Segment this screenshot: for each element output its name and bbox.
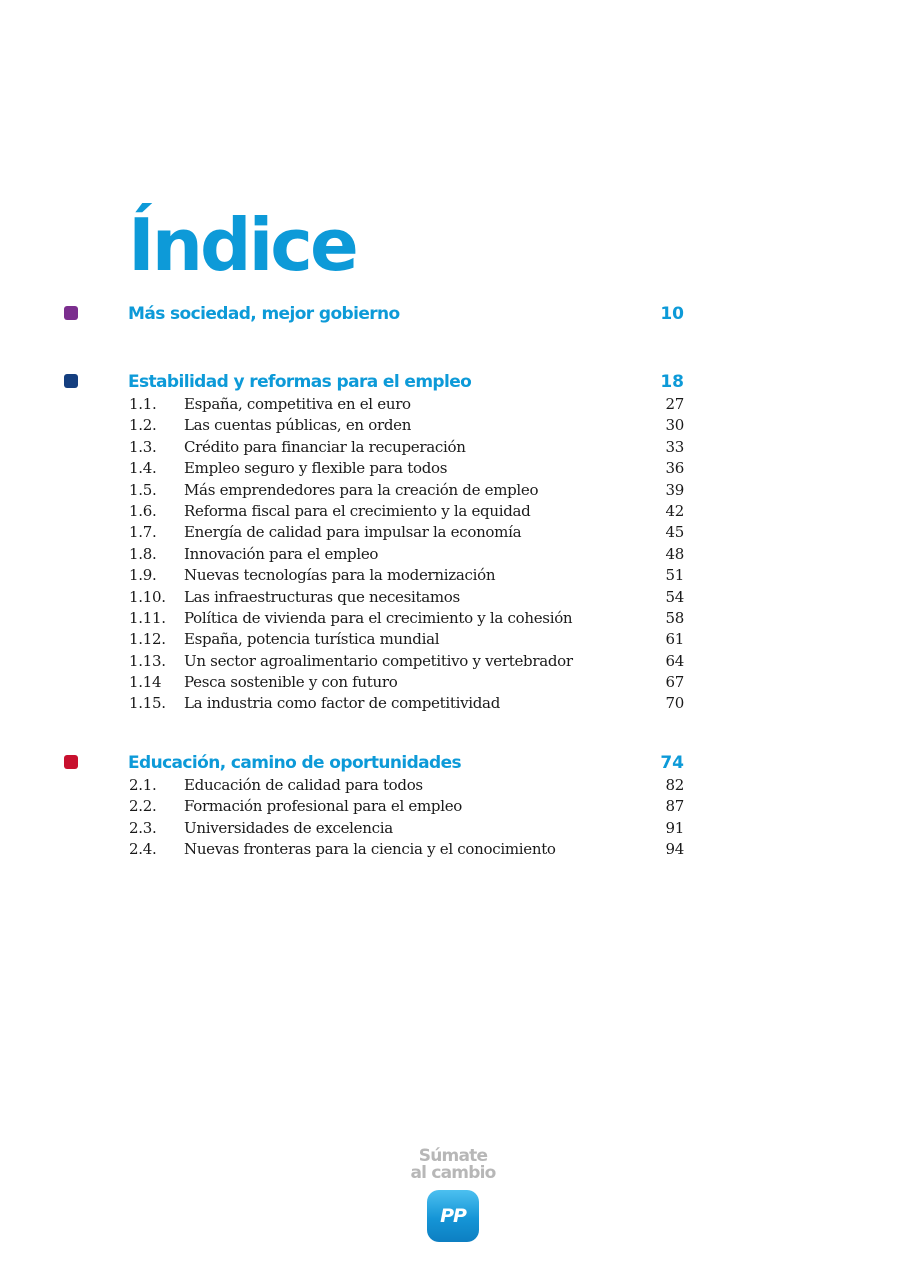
toc-entry-title: Energía de calidad para impulsar la economía: [184, 523, 522, 542]
toc-entry-number: 1.8.: [129, 544, 157, 563]
toc-entry-title: Las infraestructuras que necesitamos: [184, 587, 460, 606]
toc-entry-number: 2.4.: [129, 840, 157, 859]
section-bullet-icon: [64, 306, 78, 320]
toc-entry-page: 39: [665, 480, 684, 499]
toc-entry-number: 1.2.: [129, 416, 157, 435]
toc-entry[interactable]: [0, 608, 906, 629]
logo-slogan-line2: al cambio: [410, 1163, 496, 1183]
toc-entry-page: 82: [665, 776, 684, 794]
toc-entry[interactable]: [0, 629, 906, 650]
section-page-number: 74: [660, 753, 684, 773]
toc-entry-title: Innovación para el empleo: [184, 544, 379, 563]
toc-entry-page: 54: [665, 587, 684, 606]
toc-entry-title: Pesca sostenible y con futuro: [184, 673, 398, 692]
section-heading[interactable]: [0, 751, 906, 775]
toc-entry-number: 1.12.: [129, 630, 166, 649]
toc-entry-title: Un sector agroalimentario competitivo y vertebrador: [184, 651, 573, 670]
toc-entry-number: 1.14: [129, 673, 162, 692]
toc-entry[interactable]: [0, 394, 906, 415]
toc-entry-title: Nuevas fronteras para la ciencia y el conocimiento: [184, 840, 556, 859]
toc-entry-number: 2.3.: [129, 818, 157, 837]
toc-entry-page: 87: [665, 797, 684, 816]
toc-entry-number: 2.2.: [129, 797, 157, 816]
toc-entry-number: 1.13.: [129, 651, 166, 670]
toc-entry-number: 1.9.: [129, 566, 157, 585]
toc-entry-page: 91: [665, 818, 684, 837]
toc-entry-title: Política de vivienda para el crecimiento y la cohesión: [184, 608, 573, 627]
toc-entry-title: Las cuentas públicas, en orden: [184, 416, 412, 435]
toc-entry-number: 1.6.: [129, 501, 157, 520]
toc-entry-page: 48: [665, 544, 684, 563]
toc-entry[interactable]: [0, 415, 906, 436]
section-item-list: [0, 394, 906, 715]
toc-entry-number: 1.4.: [129, 459, 157, 478]
section-title: Más sociedad, mejor gobierno: [128, 304, 400, 324]
section-mas-sociedad: [0, 302, 906, 326]
section-heading[interactable]: [0, 302, 906, 326]
toc-entry-number: 1.3.: [129, 437, 157, 456]
toc-entry-number: 1.10.: [129, 587, 166, 606]
section-page-number: 10: [660, 304, 684, 324]
toc-entry-title: Reforma fiscal para el crecimiento y la equidad: [184, 501, 531, 520]
toc-entry[interactable]: [0, 501, 906, 522]
toc-entry-page: 70: [665, 694, 684, 713]
toc-entry[interactable]: [0, 693, 906, 714]
toc-entry[interactable]: [0, 818, 906, 839]
pp-logo-icon: [427, 1190, 479, 1242]
logo-slogan-line1: Súmate: [418, 1146, 488, 1166]
toc-entry-page: 67: [665, 673, 684, 692]
toc-entry-page: 94: [665, 840, 684, 859]
toc-entry-page: 36: [665, 459, 684, 478]
toc-entry-title: La industria como factor de competitividad: [184, 694, 500, 713]
logo-badge-text: PP: [440, 1205, 466, 1227]
section-title: Estabilidad y reformas para el empleo: [128, 372, 472, 392]
toc-entry[interactable]: [0, 839, 906, 860]
toc-entry-title: Más emprendedores para la creación de empleo: [184, 480, 539, 499]
toc-entry-page: 27: [665, 395, 684, 413]
toc-entry[interactable]: [0, 458, 906, 479]
toc-entry-page: 45: [665, 523, 684, 542]
toc-entry[interactable]: [0, 672, 906, 693]
section-estabilidad: [0, 370, 906, 715]
toc-entry-page: 58: [665, 608, 684, 627]
toc-entry[interactable]: [0, 796, 906, 817]
toc-entry-title: Nuevas tecnologías para la modernización: [184, 566, 496, 585]
toc-entry[interactable]: [0, 437, 906, 458]
toc-entry[interactable]: [0, 522, 906, 543]
section-page-number: 18: [660, 372, 684, 392]
section-bullet-icon: [64, 374, 78, 388]
toc-entry-title: España, potencia turística mundial: [184, 630, 440, 649]
toc-entry[interactable]: [0, 544, 906, 565]
section-item-list: [0, 775, 906, 861]
toc-entry[interactable]: [0, 651, 906, 672]
toc-entry-page: 33: [665, 437, 684, 456]
toc-entry[interactable]: [0, 587, 906, 608]
section-heading[interactable]: [0, 370, 906, 394]
toc-entry-title: Crédito para financiar la recuperación: [184, 437, 466, 456]
toc-entry-number: 1.1.: [129, 395, 157, 413]
toc-entry-page: 64: [665, 651, 684, 670]
toc-entry-title: Universidades de excelencia: [184, 818, 393, 837]
section-educacion: [0, 751, 906, 861]
toc-entry-number: 2.1.: [129, 776, 157, 794]
toc-entry-page: 51: [665, 566, 684, 585]
section-title: Educación, camino de oportunidades: [128, 753, 462, 773]
page-title: Índice: [128, 203, 356, 287]
toc-entry[interactable]: [0, 480, 906, 501]
toc-entry-title: España, competitiva en el euro: [184, 395, 411, 413]
toc-entry[interactable]: [0, 775, 906, 796]
toc-entry-number: 1.7.: [129, 523, 157, 542]
toc-entry-number: 1.11.: [129, 608, 166, 627]
toc-entry-title: Educación de calidad para todos: [184, 776, 423, 794]
section-bullet-icon: [64, 755, 78, 769]
toc-entry-page: 42: [665, 501, 684, 520]
toc-entry-page: 61: [665, 630, 684, 649]
party-logo: [0, 1148, 906, 1242]
toc-entry[interactable]: [0, 565, 906, 586]
toc-entry-number: 1.15.: [129, 694, 166, 713]
toc-entry-number: 1.5.: [129, 480, 157, 499]
toc-entry-page: 30: [665, 416, 684, 435]
toc-entry-title: Formación profesional para el empleo: [184, 797, 463, 816]
toc-entry-title: Empleo seguro y flexible para todos: [184, 459, 448, 478]
